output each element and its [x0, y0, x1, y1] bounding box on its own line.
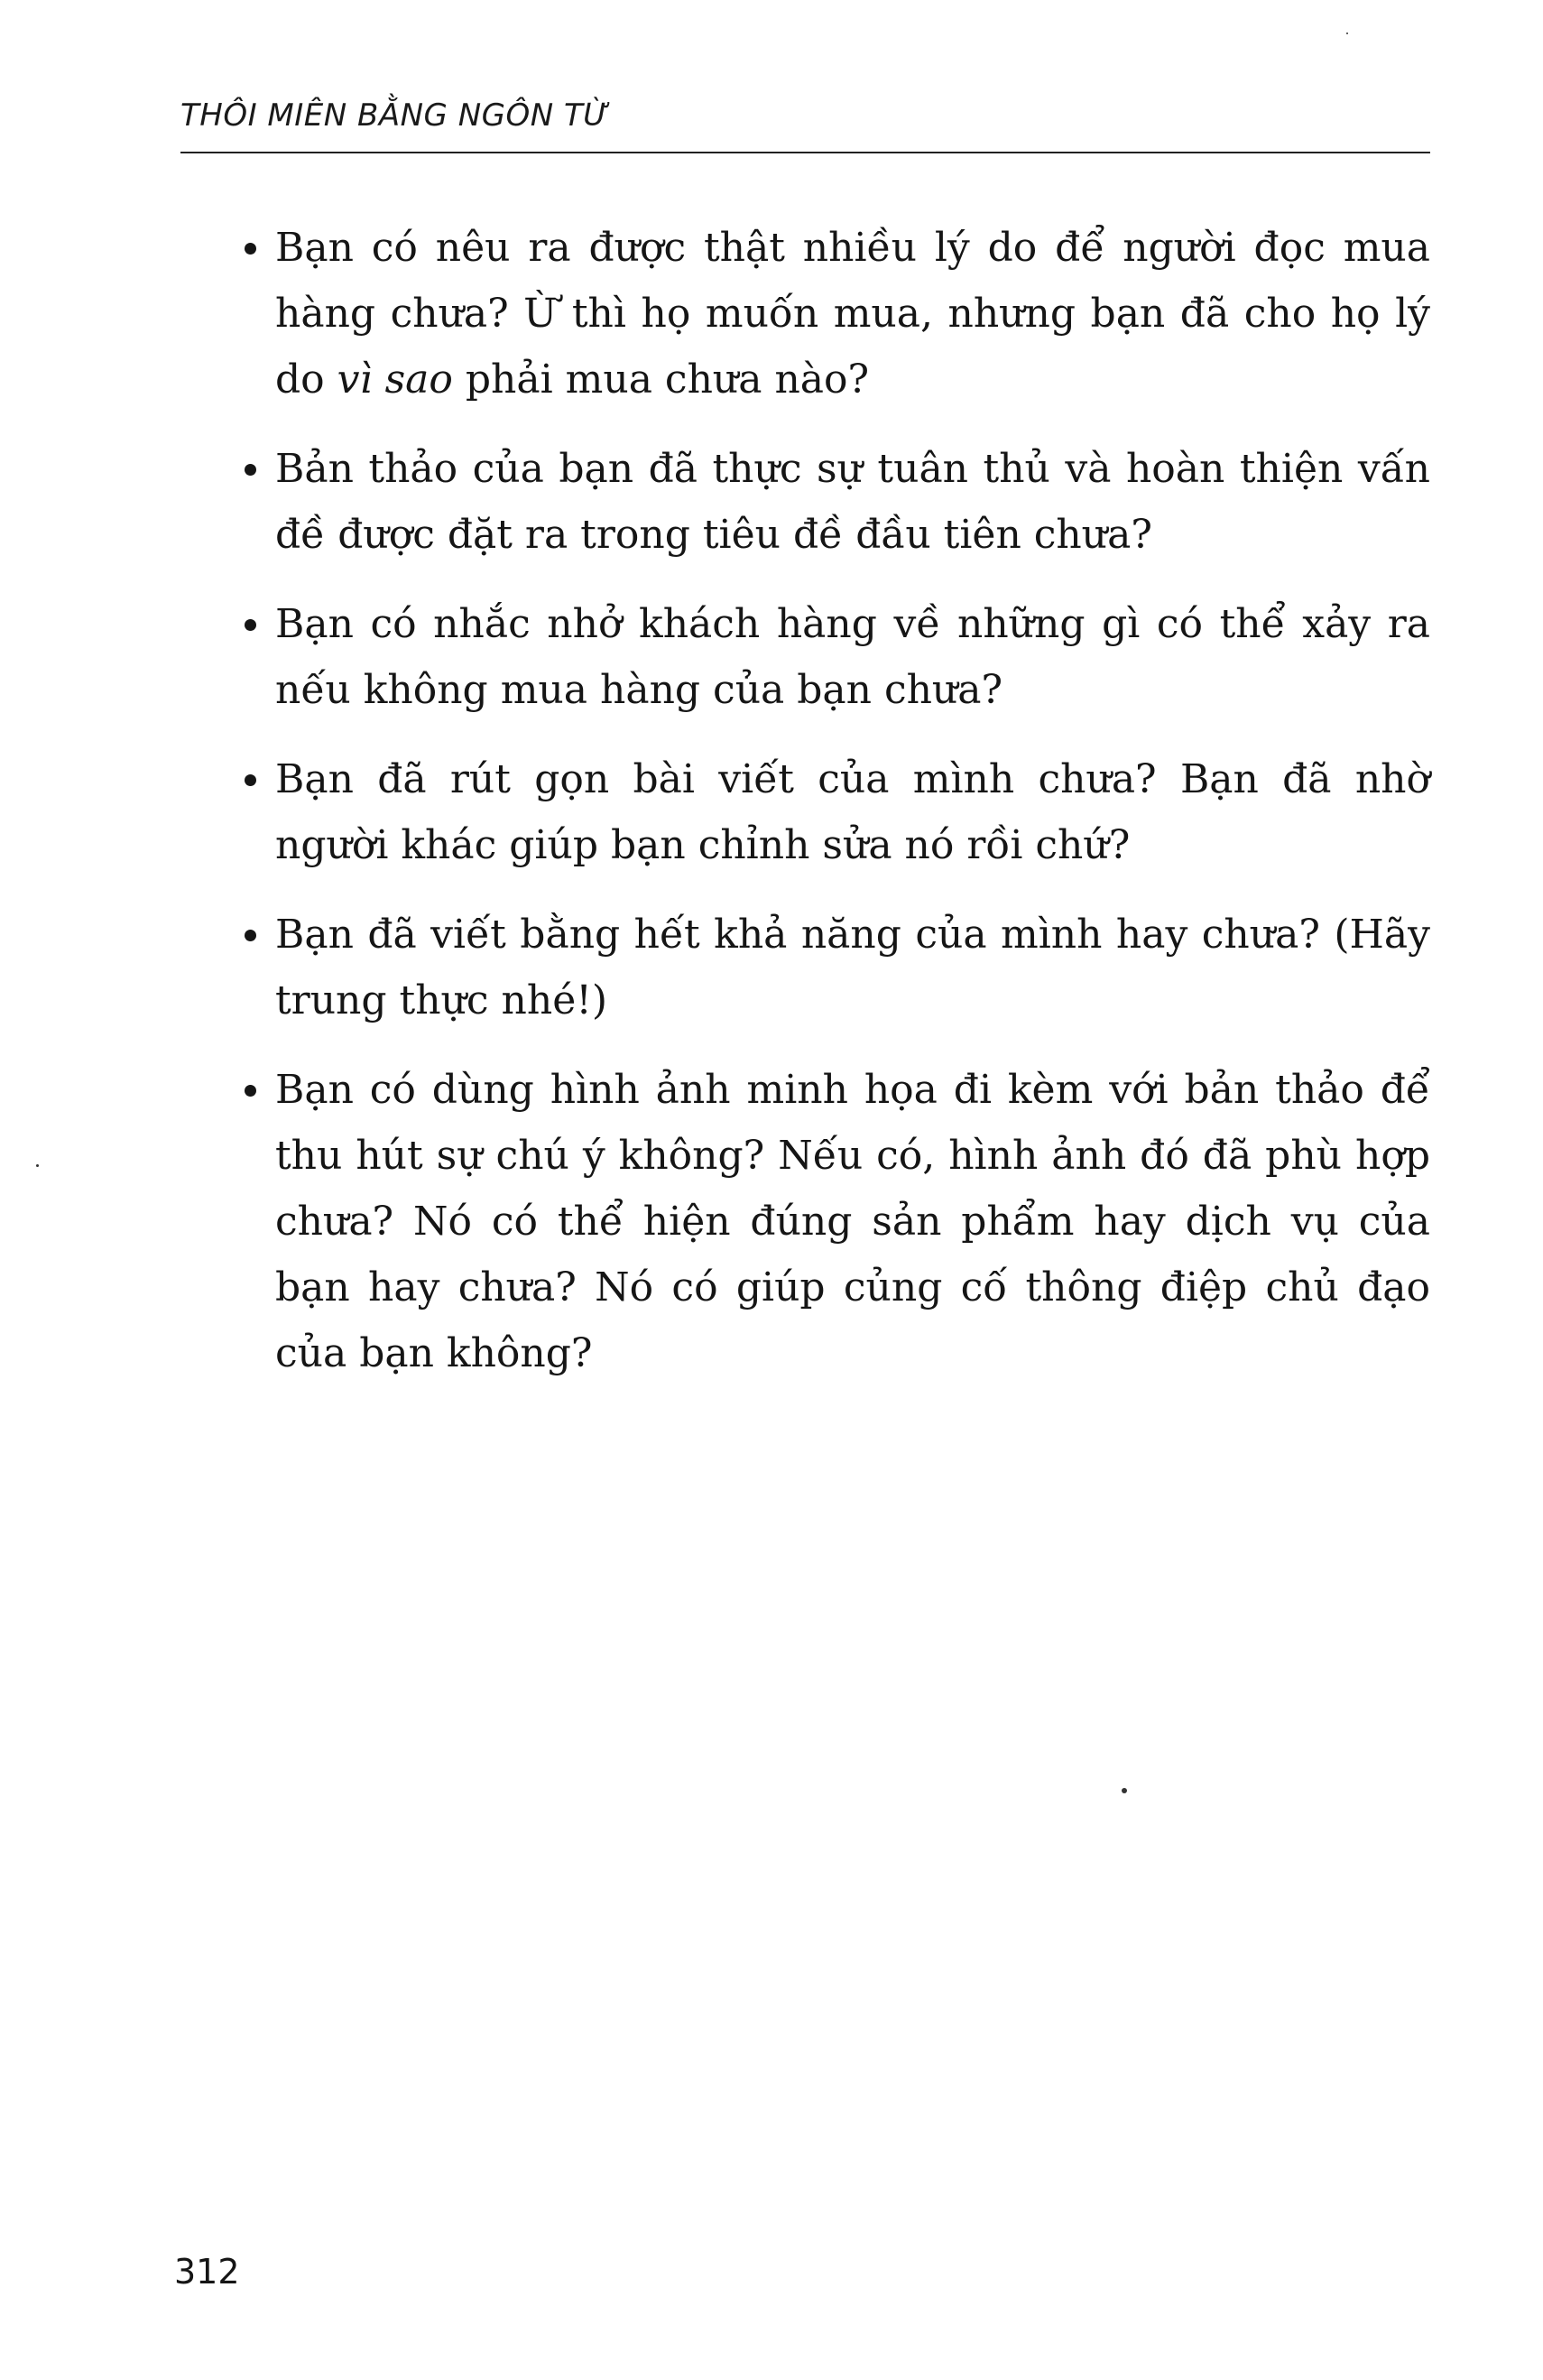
list-item-text: Bạn đã viết bằng hết khả năng của mình hay chưa? (Hãy trung thực nhé!)	[275, 912, 1430, 1023]
list-item	[275, 436, 1430, 568]
bullet-icon	[245, 243, 256, 255]
bullet-icon	[245, 1085, 256, 1097]
running-head: THÔI MIÊN BẰNG NGÔN TỪ	[180, 97, 610, 134]
list-item-text: Bạn có nêu ra được thật nhiều lý do để người đọc mua hàng chưa? Ừ thì họ muốn mua, nhưng bạn đã cho họ lý do	[275, 225, 1430, 403]
bullet-icon	[245, 774, 256, 786]
list-item	[275, 591, 1430, 723]
list-item-text: Bạn có dùng hình ảnh minh họa đi kèm với bản thảo để thu hút sự chú ý không? Nếu có, hình ảnh đó đã phù hợp chưa? Nó có thể hiện đúng sản phẩm hay dịch vụ của bạn hay chưa? Nó có giúp củng cố thông điệp chủ đạo của bạn không?	[275, 1067, 1430, 1376]
checklist	[275, 215, 1430, 1386]
scan-speck	[36, 1164, 39, 1167]
list-item-text: Bản thảo của bạn đã thực sự tuân thủ và hoàn thiện vấn đề được đặt ra trong tiêu đề đầu tiên chưa?	[275, 446, 1430, 558]
list-item-text-tail: phải mua chưa nào?	[452, 357, 870, 403]
list-item	[275, 215, 1430, 412]
page-number: 312	[174, 2252, 240, 2292]
bullet-icon	[245, 930, 256, 941]
scan-speck	[1122, 1788, 1127, 1793]
bullet-icon	[245, 464, 256, 476]
scan-speck	[1346, 32, 1348, 34]
list-item-text: Bạn có nhắc nhở khách hàng về những gì có thể xảy ra nếu không mua hàng của bạn chưa?	[275, 601, 1430, 713]
list-item	[275, 902, 1430, 1033]
emphasis-text: vì sao	[337, 357, 453, 403]
page-body	[275, 215, 1430, 1410]
bullet-icon	[245, 619, 256, 631]
list-item	[275, 746, 1430, 878]
header-rule	[180, 152, 1430, 153]
list-item-text: Bạn đã rút gọn bài viết của mình chưa? Bạn đã nhờ người khác giúp bạn chỉnh sửa nó rồi chứ?	[275, 756, 1430, 868]
list-item	[275, 1057, 1430, 1386]
